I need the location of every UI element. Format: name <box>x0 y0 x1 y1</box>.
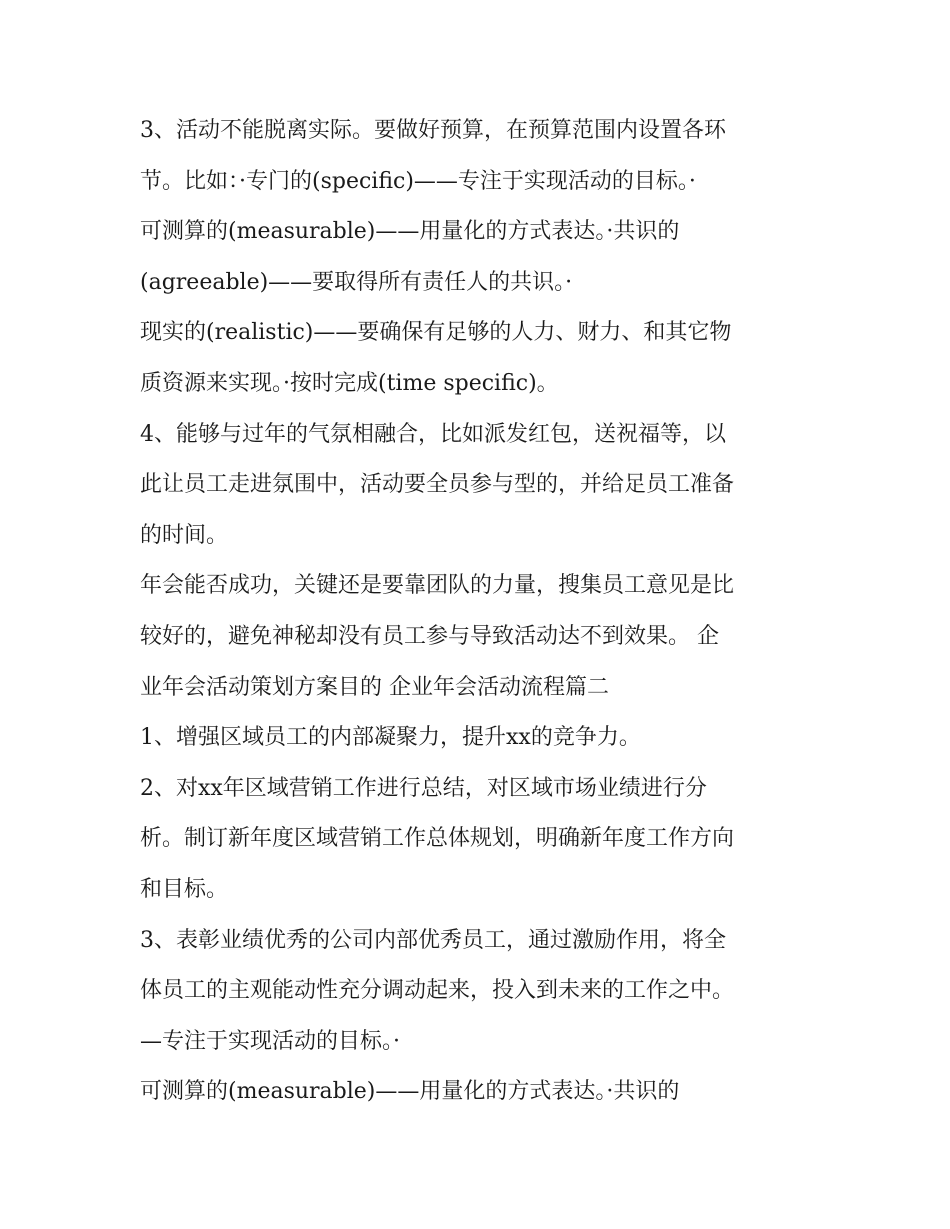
text-line: 节。比如：·专门的(specific)——专注于实现活动的目标。· <box>140 168 696 194</box>
text-line: 4、能够与过年的气氛相融合，比如派发红包，送祝福等，以 <box>140 421 726 447</box>
text-line: 2、对xx年区域营销工作进行总结，对区域市场业绩进行分 <box>140 775 707 801</box>
text-line: 质资源来实现。·按时完成(time specific)。 <box>140 370 559 396</box>
text-line: 的时间。 <box>140 522 229 548</box>
text-line: 业年会活动策划方案目的 企业年会活动流程篇二 <box>140 674 609 700</box>
document-body <box>140 106 830 1118</box>
text-line: 和目标。 <box>140 876 229 902</box>
text-line: 1、增强区域员工的内部凝聚力，提升xx的竞争力。 <box>140 725 641 751</box>
text-line: 3、表彰业绩优秀的公司内部优秀员工，通过激励作用，将全 <box>140 927 726 953</box>
text-line: 析。制订新年度区域营销工作总体规划，明确新年度工作方向 <box>140 826 735 852</box>
text-line: 可测算的(measurable)——用量化的方式表达。·共识的 <box>140 1079 680 1105</box>
text-line: 可测算的(measurable)——用量化的方式表达。·共识的 <box>140 219 680 245</box>
text-line: 现实的(realistic)——要确保有足够的人力、财力、和其它物 <box>140 320 732 346</box>
text-line: (agreeable)——要取得所有责任人的共识。· <box>140 269 573 295</box>
text-line: 此让员工走进氛围中，活动要全员参与型的，并给足员工准备 <box>140 472 735 498</box>
text-line: 3、活动不能脱离实际。要做好预算，在预算范围内设置各环 <box>140 118 726 143</box>
text-line: 体员工的主观能动性充分调动起来，投入到未来的工作之中。 <box>140 978 735 1004</box>
text-line: —专注于实现活动的目标。· <box>140 1028 400 1054</box>
text-line: 较好的，避免神秘却没有员工参与导致活动达不到效果。 企 <box>140 623 719 649</box>
text-line: 年会能否成功，关键还是要靠团队的力量，搜集员工意见是比 <box>140 573 735 599</box>
